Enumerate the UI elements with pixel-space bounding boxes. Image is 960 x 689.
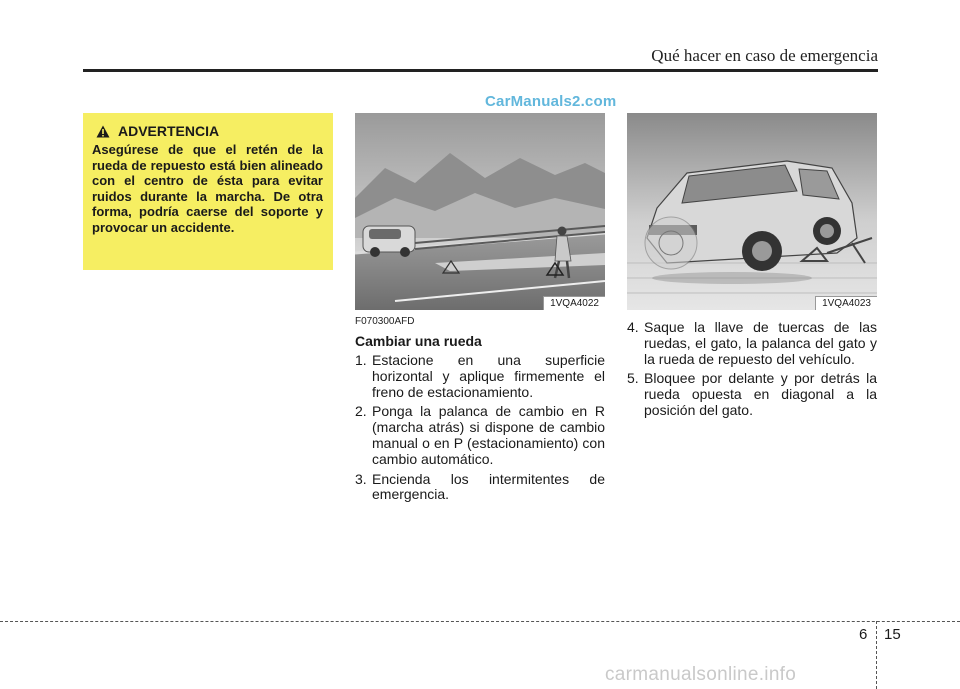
step-number: 3. [355, 470, 367, 487]
warning-triangle-icon [96, 125, 110, 138]
list-item [355, 404, 605, 467]
roadside-illustration [355, 113, 605, 310]
figure-code: 1VQA4022 [543, 296, 605, 310]
warning-header [96, 123, 323, 139]
step-number: 2. [355, 403, 367, 420]
figure-code: 1VQA4023 [815, 296, 877, 310]
section-column-right [627, 316, 877, 423]
suv-jack-illustration [627, 113, 877, 310]
warning-text: Asegúrese de que el retén de la rueda de repuesto está bien alineado con el centro de ésta para evitar ruidos durante la marcha. De otra forma, podría caerse del soporte y provocar un accidente. [92, 142, 323, 235]
chapter-number: 6 [859, 626, 868, 643]
step-text: Saque la llave de tuercas de las ruedas, el gato, la palanca del gato y la rueda de repuesto del vehículo. [644, 319, 877, 367]
step-text: Bloquee por delante y por detrás la rueda opuesta en diagonal a la posición del gato. [644, 370, 877, 418]
list-item [627, 371, 877, 418]
list-item [355, 353, 605, 400]
steps-list-right [627, 320, 877, 419]
step-number: 4. [627, 319, 639, 335]
section-column-left [355, 316, 605, 507]
step-number: 1. [355, 352, 367, 368]
list-item [355, 472, 605, 504]
list-item [627, 320, 877, 367]
section-code: F070300AFD [355, 316, 415, 327]
page-header-title: Qué hacer en caso de emergencia [651, 46, 878, 65]
footer-rule [0, 621, 960, 622]
warning-title: ADVERTENCIA [118, 123, 220, 139]
step-text: Ponga la palanca de cambio en R (marcha atrás) si dispone de cambio manual o en P (estacionamiento) con cambio automático. [372, 403, 605, 467]
footer-divider [876, 621, 877, 689]
warning-box [83, 113, 333, 270]
header-rule [83, 69, 878, 72]
bottom-watermark: carmanualsonline.info [605, 664, 797, 685]
step-text: Encienda los intermitentes de emergencia. [372, 470, 605, 503]
step-number: 5. [627, 370, 639, 387]
steps-list-left [355, 353, 605, 503]
section-title: Cambiar una rueda [355, 333, 482, 349]
page-number: 15 [884, 626, 901, 643]
step-text: Estacione en una superficie horizontal y aplique firmemente el freno de estacionamiento. [372, 352, 605, 400]
top-watermark: CarManuals2.com [485, 93, 617, 110]
